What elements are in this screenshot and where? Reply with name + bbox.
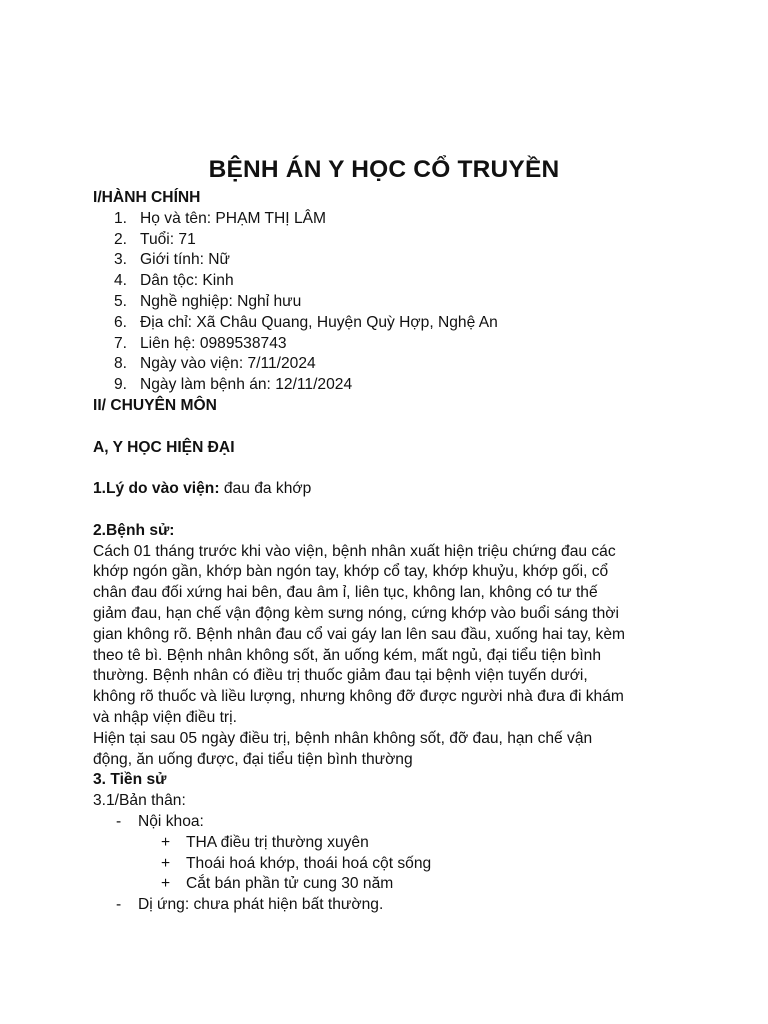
paragraph-line: Cách 01 tháng trước khi vào viện, bệnh nhân xuất hiện triệu chứng đau các <box>93 542 616 560</box>
list-item-text: Liên hệ: 0989538743 <box>140 334 287 352</box>
list-number: 7. <box>114 334 128 352</box>
document-title: BỆNH ÁN Y HỌC CỔ TRUYỀN <box>208 156 560 183</box>
list-item <box>93 895 683 916</box>
paragraph-line: theo tê bì. Bệnh nhân không sốt, ăn uống kém, mất ngủ, đại tiểu tiện bình <box>93 646 602 664</box>
medical-history-paragraph <box>93 542 683 771</box>
list-item-text: Ngày làm bệnh án: 12/11/2024 <box>140 376 353 394</box>
admission-reason-label: 1.Lý do vào viện: <box>93 480 220 498</box>
list-item <box>93 375 683 396</box>
modern-medicine-heading: A, Y HỌC HIỆN ĐẠI <box>93 438 235 456</box>
list-number: 8. <box>114 355 128 373</box>
list-number: 2. <box>114 230 128 248</box>
list-item-text: Giới tính: Nữ <box>140 251 230 269</box>
paragraph-line: không rõ thuốc và liều lượng, nhưng không đỡ được người nhà đưa đi khám <box>93 688 624 706</box>
list-item-text: Tuổi: 71 <box>140 230 196 248</box>
list-number: 1. <box>114 209 128 227</box>
paragraph-line: chân đau đối xứng hai bên, đau âm ỉ, liên tục, không lan, không có tư thế <box>93 584 598 602</box>
paragraph-line: giảm đau, hạn chế vận động kèm sưng nóng, cứng khớp vào buổi sáng thời <box>93 604 619 622</box>
list-number: 4. <box>114 272 128 290</box>
paragraph-line: thường. Bệnh nhân có điều trị thuốc giảm đau tại bệnh viện tuyến dưới, <box>93 667 588 685</box>
spacer <box>93 500 683 521</box>
list-number: 6. <box>114 313 128 331</box>
allergy-text: Dị ứng: chưa phát hiện bất thường. <box>138 896 384 914</box>
list-item <box>93 334 683 355</box>
administrative-list <box>93 209 683 396</box>
section-administrative-heading: I/HÀNH CHÍNH <box>93 189 201 206</box>
admission-reason <box>93 479 683 500</box>
list-item-text: THA điều trị thường xuyên <box>186 833 369 851</box>
spacer <box>93 417 683 438</box>
list-number: 3. <box>114 251 128 269</box>
list-item <box>93 812 683 833</box>
list-number: 5. <box>114 292 128 310</box>
paragraph-line: và nhập viện điều trị. <box>93 708 237 726</box>
list-item <box>93 292 683 313</box>
list-item <box>93 833 683 854</box>
list-item-text: Ngày vào viện: 7/11/2024 <box>140 355 316 373</box>
list-number: 9. <box>114 376 128 394</box>
list-item <box>93 313 683 334</box>
plus-bullet: + <box>161 854 171 872</box>
list-item <box>93 854 683 875</box>
paragraph-line: khớp ngón gần, khớp bàn ngón tay, khớp cổ tay, khớp khuỷu, khớp gối, cổ <box>93 563 609 581</box>
plus-bullet: + <box>161 875 171 893</box>
past-history-heading: 3. Tiền sử <box>93 771 167 789</box>
list-item-text: Nghề nghiệp: Nghỉ hưu <box>140 292 302 310</box>
paragraph-line: Hiện tại sau 05 ngày điều trị, bệnh nhân không sốt, đỡ đau, hạn chế vận <box>93 729 593 747</box>
admission-reason-text: đau đa khớp <box>219 480 312 498</box>
plus-bullet: + <box>161 833 171 851</box>
list-item <box>93 874 683 895</box>
medical-history-heading: 2.Bệnh sử: <box>93 521 175 539</box>
list-item <box>93 250 683 271</box>
list-item <box>93 209 683 230</box>
list-item-text: Địa chỉ: Xã Châu Quang, Huyện Quỳ Hợp, Nghệ An <box>140 313 498 331</box>
dash-bullet: - <box>116 812 122 830</box>
list-item <box>93 271 683 292</box>
list-item-text: Thoái hoá khớp, thoái hoá cột sống <box>186 854 432 872</box>
list-item <box>93 230 683 251</box>
list-item <box>93 354 683 375</box>
paragraph-line: động, ăn uống được, đại tiểu tiện bình thường <box>93 750 413 768</box>
list-item-text: Cắt bán phần tử cung 30 năm <box>186 875 394 893</box>
section-professional-heading: II/ CHUYÊN MÔN <box>93 396 217 414</box>
spacer <box>93 458 683 479</box>
internal-medicine-label: Nội khoa: <box>138 812 204 830</box>
list-item-text: Họ và tên: PHẠM THỊ LÂM <box>140 209 327 227</box>
dash-bullet: - <box>116 896 122 914</box>
personal-history-label: 3.1/Bản thân: <box>93 792 186 810</box>
document-body <box>93 188 683 916</box>
paragraph-line: gian không rõ. Bệnh nhân đau cổ vai gáy lan lên sau đầu, xuống hai tay, kèm <box>93 625 625 643</box>
list-item-text: Dân tộc: Kinh <box>140 272 234 290</box>
